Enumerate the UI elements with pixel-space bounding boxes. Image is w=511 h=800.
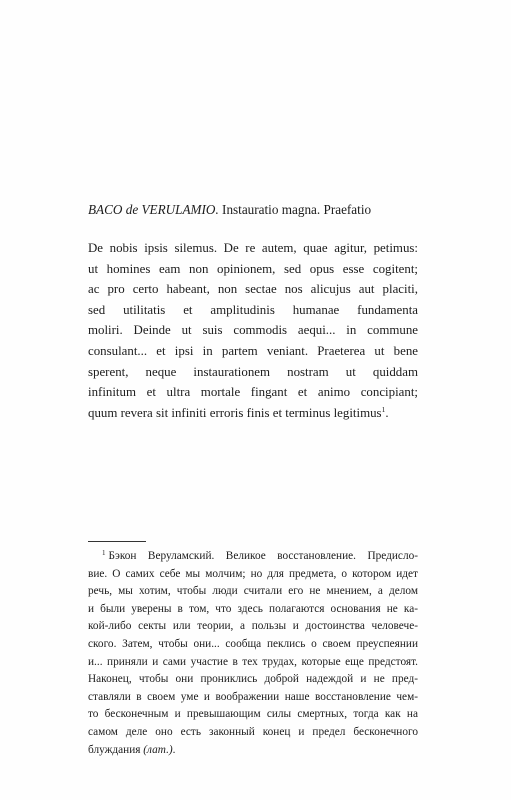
- epigraph-text: [88, 238, 418, 423]
- footnote-line: и были уверены в том, что здесь полагаются основания не ка-: [88, 602, 418, 615]
- epigraph-author: BACO de VERULAMIO.: [88, 202, 219, 217]
- epigraph-line: sed utilitatis et amplitudinis humanae fundamenta: [88, 302, 418, 317]
- footnote: [88, 548, 418, 759]
- epigraph-line: De nobis ipsis silemus. De re autem, quae agitur, petimus:: [88, 241, 418, 255]
- footnote-line: то бесконечным и превышающим силы смертных, тогда как на: [88, 708, 418, 721]
- footnote-line: вие. О самих себе мы молчим; но для предмета, о котором идет: [88, 567, 418, 580]
- footnote-line-text: Бэкон Веруламский. Великое восстановление. Предисло-: [108, 550, 418, 562]
- footnote-reference[interactable]: 1: [381, 404, 386, 414]
- book-page: [88, 0, 418, 800]
- epigraph-line: ac pro certo habeant, non sectae nos alicujus aut placiti,: [88, 282, 418, 297]
- footnote-line: Наконец, чтобы они прониклись доброй надеждой и не пред-: [88, 673, 418, 686]
- epigraph-line: consulant... et ipsi in partem veniant. Praeterea ut bene: [88, 343, 418, 358]
- footnote-line: самом деле оно есть законный конец и предел бесконечного: [88, 725, 418, 738]
- footnote-line: кой-либо секты или теории, а пользы и достоинства человече-: [88, 620, 418, 633]
- epigraph-end-punct: .: [385, 405, 389, 420]
- footnote-line: речь, мы хотим, чтобы люди считали его не мнением, а делом: [88, 585, 418, 598]
- footnote-language-note: (лат.): [143, 743, 173, 756]
- footnote-last-text: блуждания: [88, 743, 144, 756]
- footnote-divider: [88, 541, 146, 542]
- footnote-line-first: [88, 548, 418, 566]
- epigraph-line: moliri. Deinde ut suis commodis aequi... in commune: [88, 323, 418, 338]
- footnote-line: ставляли в своем уме и воображении наше восстановление чем-: [88, 690, 418, 703]
- epigraph-heading: [88, 202, 418, 218]
- footnote-marker: 1: [102, 549, 106, 557]
- footnote-line: ского. Затем, чтобы они... сообща пеклись о своем преуспеянии: [88, 637, 418, 650]
- epigraph-title: Instauratio magna. Praefatio: [218, 202, 372, 217]
- epigraph-line: sperent, neque instaurationem nostram ut quiddam: [88, 364, 418, 379]
- footnote-line-last: [88, 742, 418, 760]
- footnote-line: и... приняли и сами участие в тех трудах, которые еще предстоят.: [88, 655, 418, 668]
- epigraph-line: ut homines eam non opinionem, sed opus esse cogitent;: [88, 261, 418, 276]
- epigraph-line: infinitum et ultra mortale fingant et animo concipiant;: [88, 385, 418, 400]
- epigraph-line-text: quum revera sit infiniti erroris finis et terminus legitimus: [88, 405, 382, 420]
- footnote-end-punct: .: [172, 743, 176, 756]
- epigraph-line-last: [88, 403, 418, 424]
